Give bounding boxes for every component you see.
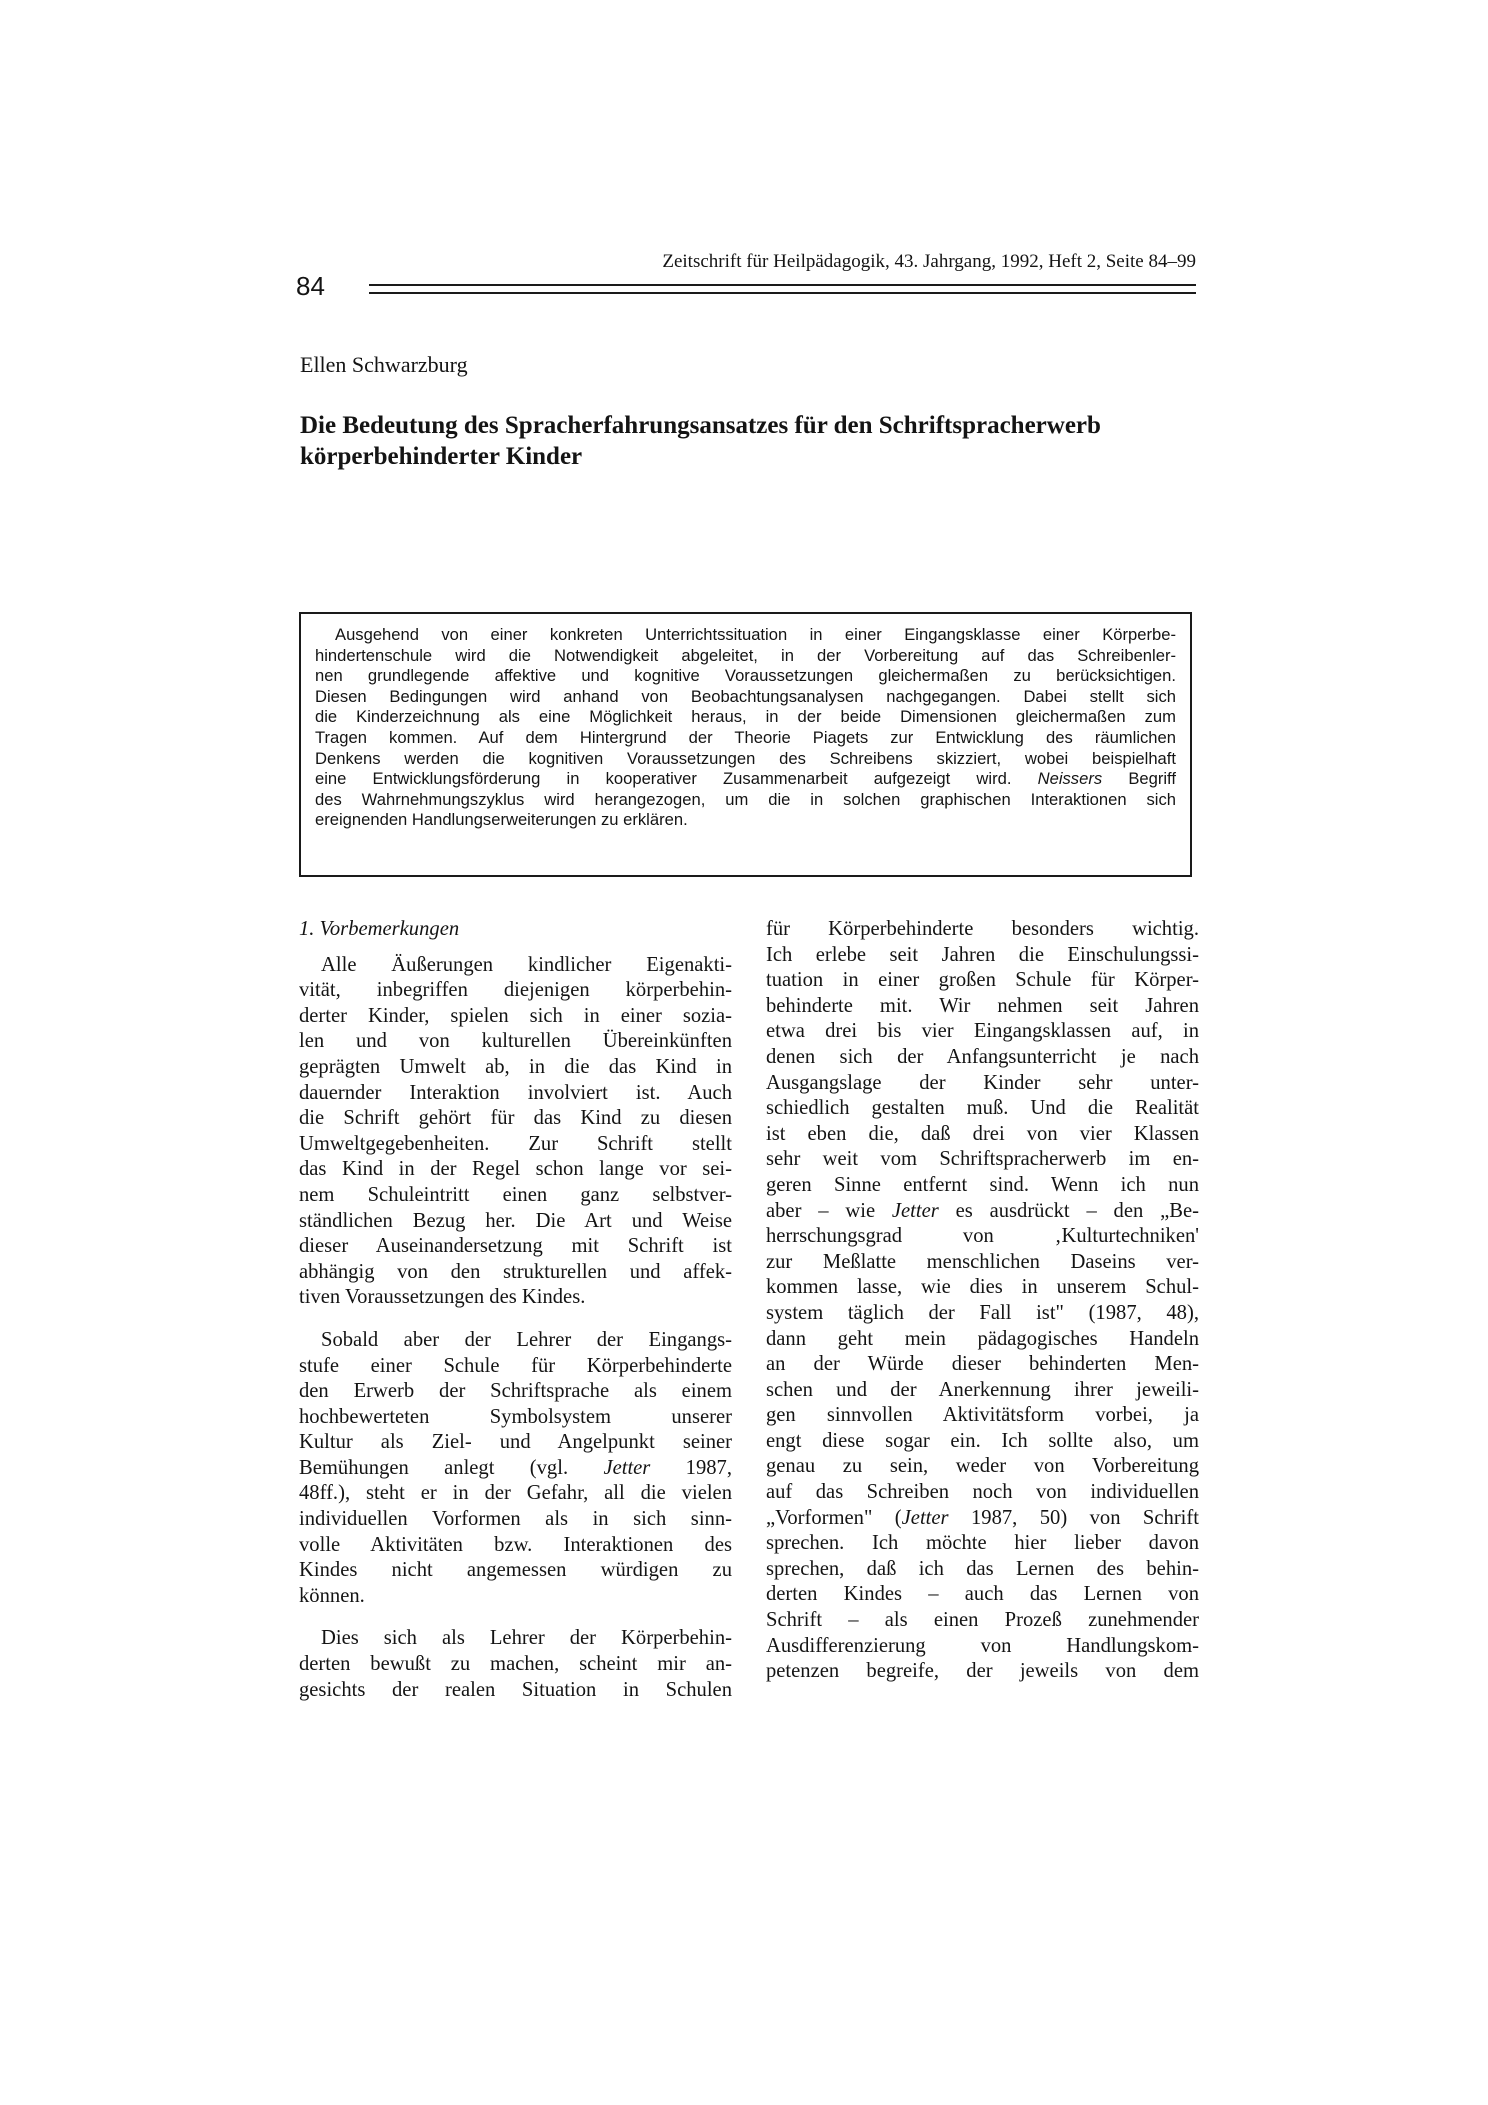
text-fragment: 1987, bbox=[685, 1456, 732, 1479]
text-line: vität, inbegriffen diejenigen körperbehin- bbox=[299, 979, 732, 1002]
section-heading: 1. Vorbemerkungen bbox=[299, 918, 460, 940]
text-line: die Schrift gehört für das Kind zu diesen bbox=[299, 1107, 732, 1130]
abstract-line: Ausgehend von einer konkreten Unterrichtssituation in einer Eingangsklasse einer Körperbe- bbox=[335, 625, 1176, 644]
paragraph bbox=[299, 1328, 732, 1610]
text-line: kommen lasse, wie dies in unserem Schul- bbox=[766, 1276, 1199, 1299]
text-line: volle Aktivitäten bzw. Interaktionen des bbox=[299, 1533, 732, 1556]
text-line: Ausgangslage der Kinder sehr unter- bbox=[766, 1071, 1199, 1094]
text-line: Ich erlebe seit Jahren die Einschulungssi- bbox=[766, 943, 1199, 966]
abstract-text: Begriff bbox=[1128, 769, 1176, 789]
text-line: können. bbox=[299, 1584, 365, 1607]
abstract-line: Diesen Bedingungen wird anhand von Beobachtungsanalysen nachgegangen. Dabei stellt sich bbox=[315, 686, 1176, 706]
text-line: Ausdifferenzierung von Handlungskom- bbox=[766, 1634, 1199, 1657]
left-column bbox=[299, 917, 732, 1703]
text-fragment: „Vorformen" ( bbox=[766, 1506, 902, 1529]
text-line: abhängig von den strukturellen und affek- bbox=[299, 1260, 732, 1283]
header-double-rule bbox=[369, 284, 1196, 294]
text-line: sehr weit vom Schriftspracherwerb im en- bbox=[766, 1148, 1199, 1171]
text-line: schiedlich gestalten muß. Und die Realität bbox=[766, 1097, 1199, 1120]
text-line: den Erwerb der Schriftsprache als einem bbox=[299, 1380, 732, 1403]
text-line: tuation in einer großen Schule für Körper- bbox=[766, 969, 1199, 992]
text-line: nem Schuleintritt einen ganz selbstver- bbox=[299, 1183, 732, 1206]
text-line: für Körperbehinderte besonders wichtig. bbox=[766, 918, 1199, 940]
text-line: system täglich der Fall ist" (1987, 48), bbox=[766, 1301, 1199, 1324]
text-line: das Kind in der Regel schon lange vor sei- bbox=[299, 1158, 732, 1181]
text-line bbox=[299, 1456, 732, 1482]
paragraph bbox=[299, 1626, 732, 1703]
text-line: sprechen. Ich möchte hier lieber davon bbox=[766, 1532, 1199, 1555]
text-line: Alle Äußerungen kindlicher Eigenakti- bbox=[321, 953, 732, 976]
text-line: len und von kulturellen Übereinkünften bbox=[299, 1030, 732, 1053]
text-line: ist eben die, daß drei von vier Klassen bbox=[766, 1122, 1199, 1145]
journal-citation: Zeitschrift für Heilpädagogik, 43. Jahrgang, 1992, Heft 2, Seite 84–99 bbox=[662, 251, 1196, 272]
text-line: Dies sich als Lehrer der Körperbehin- bbox=[321, 1627, 732, 1650]
text-line: engt diese sogar ein. Ich sollte also, um bbox=[766, 1429, 1199, 1452]
text-line: derten bewußt zu machen, scheint mir an- bbox=[299, 1653, 732, 1676]
text-line: an der Würde dieser behinderten Men- bbox=[766, 1353, 1199, 1376]
page-number: 84 bbox=[296, 271, 325, 301]
text-line: individuellen Vorformen als in sich sinn- bbox=[299, 1508, 732, 1531]
text-line: Kindes nicht angemessen würdigen zu bbox=[299, 1559, 732, 1582]
author-name: Ellen Schwarzburg bbox=[300, 352, 468, 377]
abstract-line bbox=[315, 769, 1176, 790]
text-line: Schrift – als einen Prozeß zunehmender bbox=[766, 1609, 1199, 1632]
text-line: etwa drei bis vier Eingangsklassen auf, in bbox=[766, 1020, 1199, 1043]
text-line: dann geht mein pädagogisches Handeln bbox=[766, 1327, 1199, 1350]
author-reference: Jetter bbox=[603, 1456, 651, 1479]
text-line: denen sich der Anfangsunterricht je nach bbox=[766, 1045, 1199, 1068]
text-fragment: es ausdrückt – den „Be- bbox=[955, 1199, 1199, 1222]
abstract-line: nen grundlegende affektive und kognitive Voraussetzungen gleichermaßen zu berücksichtigen. bbox=[315, 666, 1176, 686]
text-line: sprechen, daß ich das Lernen des behin- bbox=[766, 1557, 1199, 1580]
text-line: derten Kindes – auch das Lernen von bbox=[766, 1583, 1199, 1606]
text-fragment: aber – wie bbox=[766, 1199, 876, 1222]
text-line: geprägten Umwelt ab, in die das Kind in bbox=[299, 1055, 732, 1078]
text-line: zur Meßlatte menschlichen Daseins ver- bbox=[766, 1250, 1199, 1273]
text-line: ständlichen Bezug her. Die Art und Weise bbox=[299, 1209, 732, 1232]
text-line: petenzen begreife, der jeweils von dem bbox=[766, 1660, 1199, 1683]
abstract-line: die Kinderzeichnung als eine Möglichkeit heraus, in der beide Dimensionen gleichermaßen zum bbox=[315, 707, 1176, 727]
text-line: gen sinnvollen Aktivitätsform vorbei, ja bbox=[766, 1404, 1199, 1427]
abstract-box bbox=[299, 612, 1192, 877]
text-line: gesichts der realen Situation in Schulen bbox=[299, 1678, 732, 1701]
text-line: Sobald aber der Lehrer der Eingangs- bbox=[321, 1328, 732, 1351]
author-reference: Jetter bbox=[901, 1506, 949, 1529]
text-line: herrschungsgrad von ‚Kulturtechniken' bbox=[766, 1225, 1199, 1248]
article-title bbox=[300, 410, 1200, 472]
text-fragment: 1987, 50) von Schrift bbox=[970, 1506, 1199, 1529]
text-line: auf das Schreiben noch von individuellen bbox=[766, 1481, 1199, 1504]
abstract-line: hindertenschule wird die Notwendigkeit abgeleitet, in der Vorbereitung auf das Schreibenler- bbox=[315, 645, 1176, 665]
paragraph-gap bbox=[299, 1609, 732, 1626]
title-line: Die Bedeutung des Spracherfahrungsansatzes für den Schriftspracherwerb bbox=[300, 412, 1101, 439]
text-line: genau zu sein, weder von Vorbereitung bbox=[766, 1455, 1199, 1478]
text-line: geren Sinne entfernt sind. Wenn ich nun bbox=[766, 1173, 1199, 1196]
text-line: Kultur als Ziel- und Angelpunkt seiner bbox=[299, 1431, 732, 1454]
text-line bbox=[766, 1199, 1199, 1225]
text-line: tiven Voraussetzungen des Kindes. bbox=[299, 1286, 586, 1309]
text-line: schen und der Anerkennung ihrer jeweili- bbox=[766, 1378, 1199, 1401]
abstract-line: Denkens werden die kognitiven Voraussetzungen des Schreibens skizziert, wobei beispielhaft bbox=[315, 748, 1176, 768]
text-line: Umweltgegebenheiten. Zur Schrift stellt bbox=[299, 1132, 732, 1155]
text-line: derter Kinder, spielen sich in einer sozia- bbox=[299, 1004, 732, 1027]
text-line: 48ff.), steht er in der Gefahr, all die vielen bbox=[299, 1482, 732, 1505]
right-column bbox=[766, 917, 1199, 1685]
abstract-line: Tragen kommen. Auf dem Hintergrund der Theorie Piagets zur Entwicklung des räumlichen bbox=[315, 727, 1176, 747]
paragraph-gap bbox=[299, 1311, 732, 1328]
paragraph bbox=[299, 953, 732, 1311]
text-line: dieser Auseinandersetzung mit Schrift ist bbox=[299, 1235, 732, 1258]
title-line: körperbehinderter Kinder bbox=[300, 443, 583, 470]
text-fragment: Bemühungen anlegt (vgl. bbox=[299, 1456, 569, 1479]
text-line: hochbewerteten Symbolsystem unserer bbox=[299, 1405, 732, 1428]
abstract-text: eine Entwicklungsförderung in kooperativer Zusammenarbeit aufgezeigt wird. bbox=[315, 769, 1012, 789]
text-line: behinderte mit. Wir nehmen seit Jahren bbox=[766, 994, 1199, 1017]
text-line: stufe einer Schule für Körperbehinderte bbox=[299, 1354, 732, 1377]
abstract-line: des Wahrnehmungszyklus wird herangezogen, um die in solchen graphischen Interaktionen sich bbox=[315, 789, 1176, 809]
text-line bbox=[766, 1506, 1199, 1532]
abstract-line: ereignenden Handlungserweiterungen zu erklären. bbox=[315, 810, 688, 830]
author-reference: Neissers bbox=[1037, 769, 1103, 789]
author-reference: Jetter bbox=[891, 1199, 939, 1222]
text-line: dauernder Interaktion involviert ist. Auch bbox=[299, 1081, 732, 1104]
